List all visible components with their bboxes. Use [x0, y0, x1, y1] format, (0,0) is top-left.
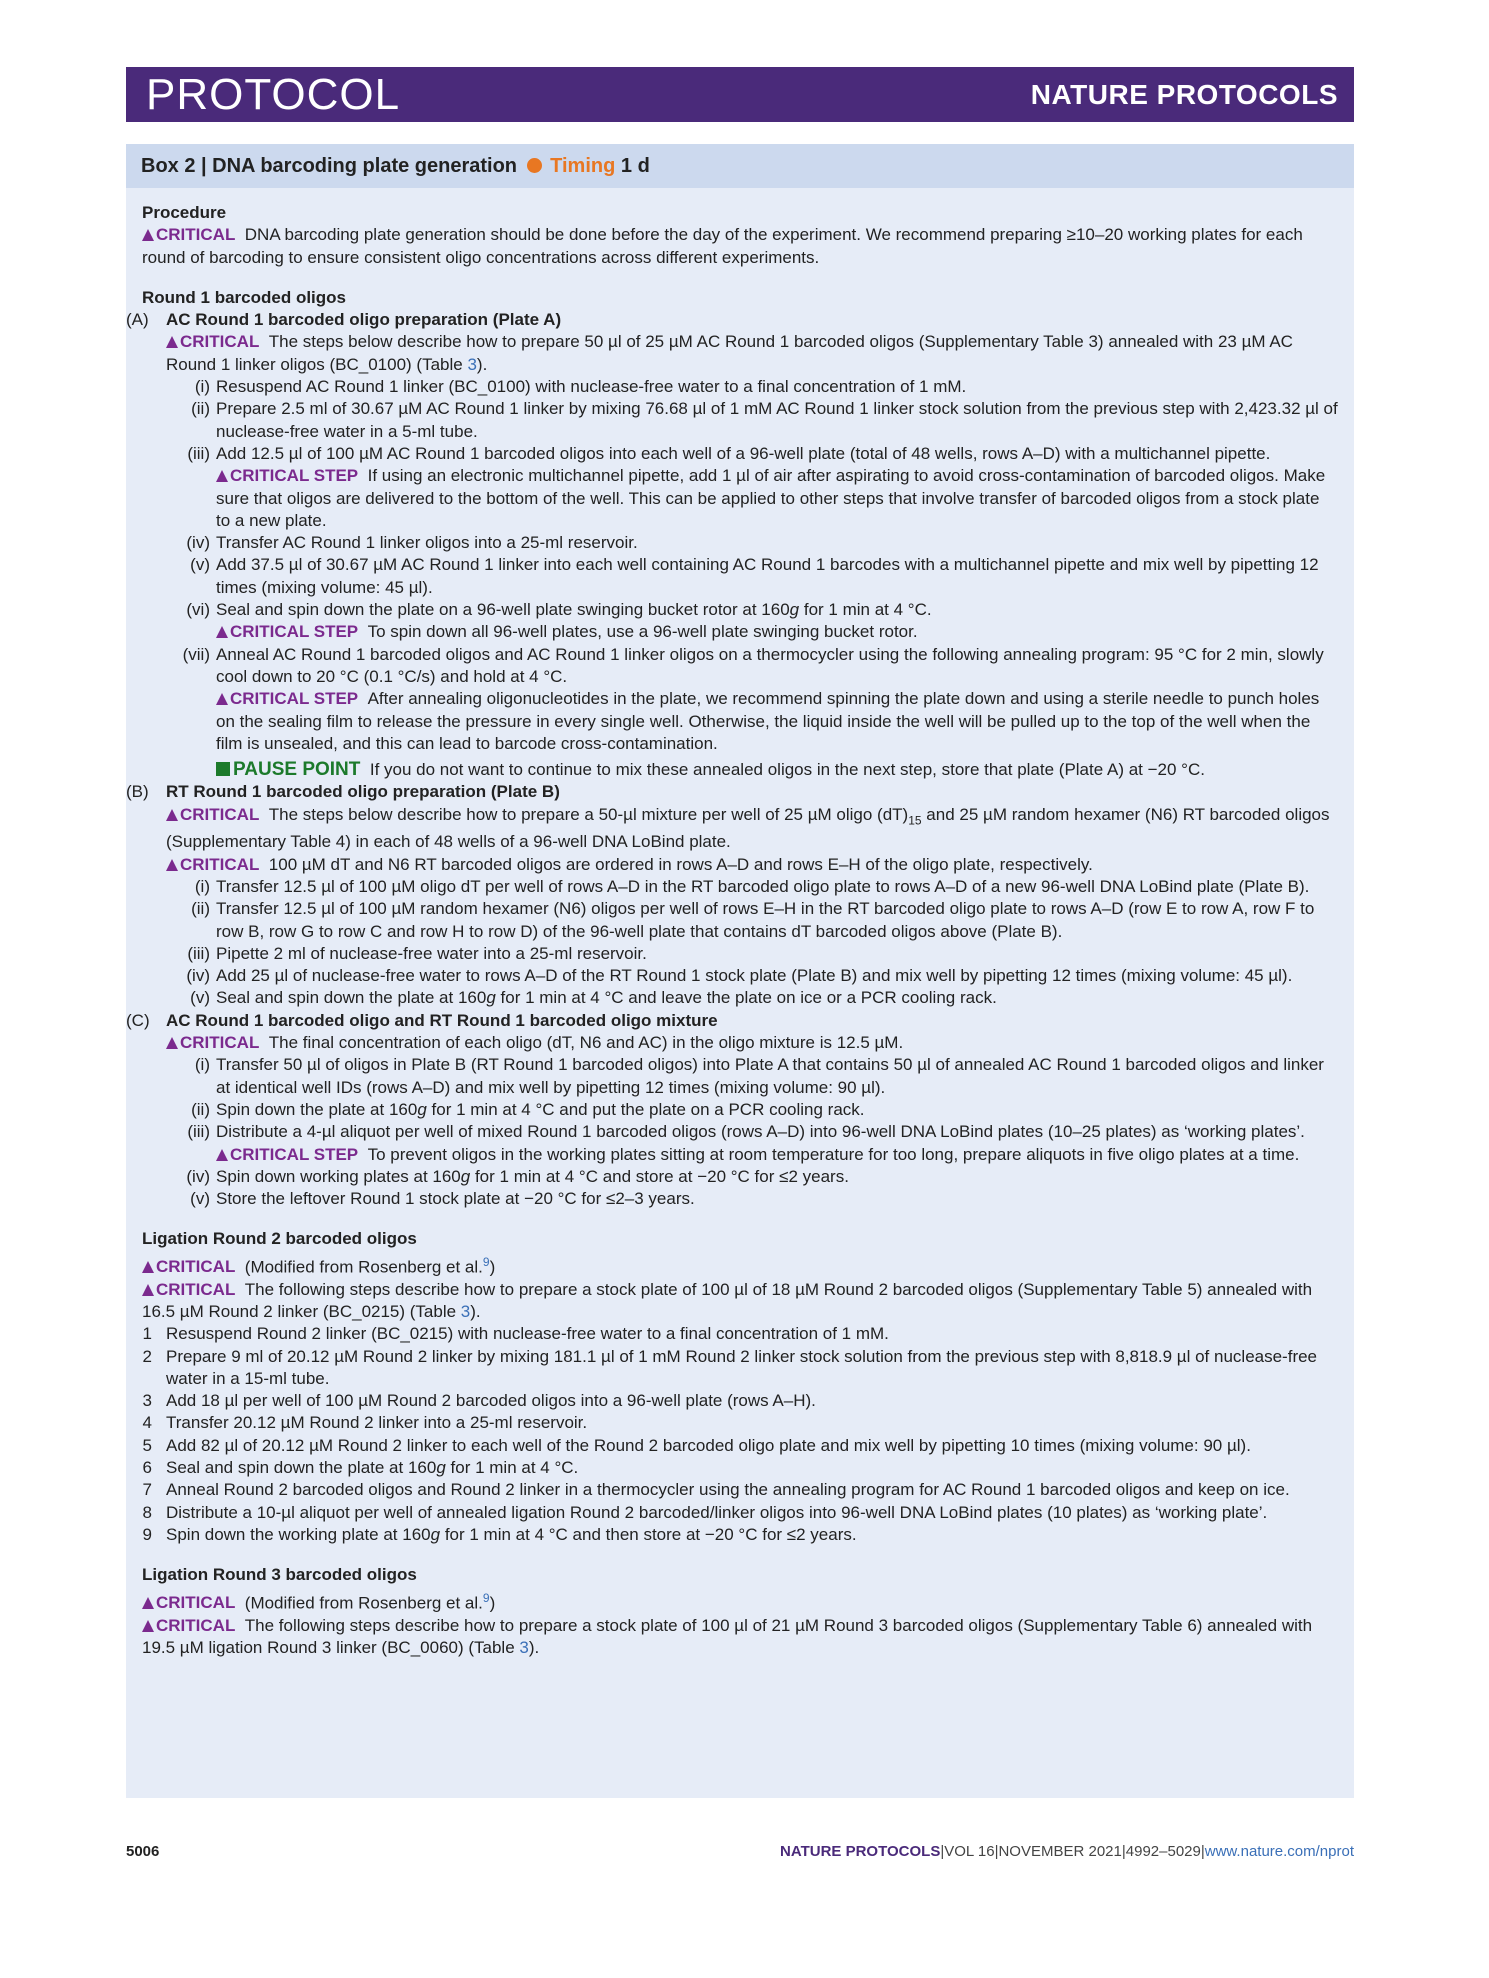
list-item: (iii) Pipette 2 ml of nuclease-free water into a 25-ml reservoir. [187, 943, 647, 963]
procedure-heading: Procedure [142, 203, 227, 222]
list-item: (iv) Transfer AC Round 1 linker oligos into a 25-ml reservoir. [186, 533, 638, 553]
box-title: Box 2 | DNA barcoding plate generation Timing 1 d [141, 155, 650, 177]
round1-heading: Round 1 barcoded oligos [142, 287, 347, 307]
list-item: 4 Transfer 20.12 µM Round 2 linker into a 25-ml reservoir. [142, 1413, 588, 1433]
list-item: (iv) Add 25 µl of nuclease-free water to rows A–D of the RT Round 1 stock plate (Plate B) and mix well by pipetting 12 times (mixing volume: 45 µl). [186, 966, 1293, 986]
box-2 [126, 144, 1354, 1798]
critical-note: CRITICAL 100 µM dT and N6 RT barcoded oligos are ordered in rows A–D and rows E–H of the oligo plate, respectively. [126, 854, 1354, 876]
list-item: (i) Transfer 50 µl of oligos in Plate B (RT Round 1 barcoded oligos) into Plate A that contains 50 µl of annealed AC Round 1 barcoded oligos and linker at identical well IDs (rows A–D) and mix well by pipetting 12 times (mixing volume: 90 µl). [194, 1055, 1324, 1097]
list-item: (v) Seal and spin down the plate at 160g for 1 min at 4 °C and leave the plate on ice or a PCR cooling rack. [190, 988, 997, 1008]
warning-triangle-icon [166, 809, 178, 821]
list-item: (iv) Spin down working plates at 160g for 1 min at 4 °C and store at −20 °C for ≤2 years. [186, 1166, 849, 1186]
critical-note: CRITICAL The following steps describe how to prepare a stock plate of 100 µl of 21 µM Round 3 barcoded oligos (Supplementary Table 6) annealed with 19.5 µM ligation Round 3 linker (BC_0060) (Table 3). [142, 1615, 1313, 1657]
timing-label: Timing [550, 155, 616, 177]
box-content [126, 202, 1354, 1659]
warning-triangle-icon [142, 229, 154, 241]
section-label: PROTOCOL [146, 70, 401, 119]
timing-value: 1 d [620, 155, 650, 177]
list-item: (v) Add 37.5 µl of 30.67 µM AC Round 1 linker into each well containing AC Round 1 barcodes with a multichannel pipette and mix well by pipetting 12 times (mixing volume: 45 µl). [190, 555, 1319, 597]
warning-triangle-icon [142, 1261, 154, 1273]
section-c: (C) AC Round 1 barcoded oligo and RT Round 1 barcoded oligo mixture [126, 1010, 718, 1030]
list-item: (vi) Seal and spin down the plate on a 96-well plate swinging bucket rotor at 160g for 1 min at 4 °C. [186, 600, 932, 620]
critical-note: CRITICAL The final concentration of each oligo (dT, N6 and AC) in the oligo mixture is 12.5 µM. [126, 1032, 1354, 1054]
critical-step-note: CRITICAL STEP If using an electronic multichannel pipette, add 1 µl of air after aspirating to avoid cross-contamination of barcoded oligos. Make sure that oligos are delivered to the bottom of the well. This can be applied to other steps that involve transfer of barcoded oligos from a stock plate to a new plate. [216, 466, 1326, 530]
box-header [126, 144, 1354, 188]
header-banner [126, 67, 1354, 122]
critical-note: CRITICAL DNA barcoding plate generation should be done before the day of the experiment. We recommend preparing ≥10–20 working plates for each round of barcoding to ensure consistent oligo concentrations across different experiments. [142, 225, 1303, 267]
list-item: 1 Resuspend Round 2 linker (BC_0215) with nuclease-free water to a final concentration of 1 mM. [142, 1324, 889, 1344]
pause-point-note: PAUSE POINT If you do not want to continue to mix these annealed oligos in the next step, store that plate (Plate A) at −20 °C. [126, 759, 1354, 781]
list-item: (ii) Transfer 12.5 µl of 100 µM random hexamer (N6) oligos per well of rows E–H in the RT barcoded oligo plate to rows A–D (row E to row A, row F to row B, row G to row C and row H to row D) of the 96-well plate that contains dT barcoded oligos above (Plate B). [191, 899, 1315, 941]
round2-heading: Ligation Round 2 barcoded oligos [142, 1229, 417, 1249]
critical-note: CRITICAL (Modified from Rosenberg et al.$^9$) [126, 1587, 1354, 1615]
warning-triangle-icon [142, 1284, 154, 1296]
timing-dot-icon [527, 158, 542, 173]
list-item: 6 Seal and spin down the plate at 160g for 1 min at 4 °C. [142, 1458, 579, 1478]
critical-note: CRITICAL The steps below describe how to prepare a 50-µl mixture per well of 25 µM oligo $(dT)_{15}$ and 25 µM random hexamer (N6) RT barcoded oligos (Supplementary Table 4) in each of 48 wells of a 96-well DNA LoBind plate. [166, 804, 1330, 852]
warning-triangle-icon [216, 470, 228, 482]
list-item: (vii) Anneal AC Round 1 barcoded oligos and AC Round 1 linker oligos on a thermocycler using the following annealing program: 95 °C for 2 min, slowly cool down to 20 °C (0.1 °C/s) and hold at 4 °C. [182, 644, 1324, 686]
critical-note: CRITICAL (Modified from Rosenberg et al.$^9$) [126, 1251, 1354, 1279]
list-item: (iii) Add 12.5 µl of 100 µM AC Round 1 barcoded oligos into each well of a 96-well plate (total of 48 wells, rows A–D) with a multichannel pipette. [187, 443, 1271, 463]
list-item: 2 Prepare 9 ml of 20.12 µM Round 2 linker by mixing 181.1 µl of 1 mM Round 2 linker stock solution from the previous step with 8,818.9 µl of nuclease-free water in a 15-ml tube. [142, 1346, 1318, 1388]
list-item: 7 Anneal Round 2 barcoded oligos and Round 2 linker in a thermocycler using the annealing program for AC Round 1 barcoded oligos and keep on ice. [142, 1480, 1290, 1500]
section-a: (A) AC Round 1 barcoded oligo preparation (Plate A) [126, 310, 562, 330]
warning-triangle-icon [166, 859, 178, 871]
list-item: (ii) Prepare 2.5 ml of 30.67 µM AC Round 1 linker by mixing 76.68 µl of 1 mM AC Round 1 linker stock solution from the previous step with 2,423.32 µl of nuclease-free water in a 5-ml tube. [191, 399, 1338, 441]
journal-link[interactable]: www.nature.com/nprot [1204, 1843, 1354, 1860]
warning-triangle-icon [216, 693, 228, 705]
list-item: (i) Transfer 12.5 µl of 100 µM oligo dT per well of rows A–D in the RT barcoded oligo plate to rows A–D of a new 96-well DNA LoBind plate (Plate B). [194, 877, 1310, 896]
critical-step-note: CRITICAL STEP To prevent oligos in the working plates sitting at room temperature for too long, prepare aliquots in five oligo plates at a time. [126, 1144, 1354, 1166]
list-item: 5 Add 82 µl of 20.12 µM Round 2 linker to each well of the Round 2 barcoded oligo plate and mix well by pipetting 10 times (mixing volume: 90 µl). [142, 1435, 1251, 1455]
footer-citation: NATURE PROTOCOLS|VOL 16|NOVEMBER 2021|4992–5029|www.nature.com/nprot [780, 1843, 1354, 1860]
list-item: (v) Store the leftover Round 1 stock plate at −20 °C for ≤2–3 years. [190, 1189, 695, 1209]
list-item: (i) Resuspend AC Round 1 linker (BC_0100) with nuclease-free water to a final concentration of 1 mM. [194, 377, 967, 397]
critical-step-note: CRITICAL STEP After annealing oligonucleotides in the plate, we recommend spinning the plate down and using a sterile needle to punch holes on the sealing film to release the pressure in every single well. Otherwise, the liquid inside the well will be pulled up to the top of the well when the film is unsealed, and this can lead to barcode cross-contamination. [216, 689, 1320, 753]
warning-triangle-icon [216, 1149, 228, 1161]
critical-step-note: CRITICAL STEP To spin down all 96-well plates, use a 96-well plate swinging bucket rotor. [126, 621, 1354, 643]
page-number: 5006 [126, 1843, 160, 1860]
pause-square-icon [216, 762, 230, 776]
warning-triangle-icon [166, 1037, 178, 1049]
warning-triangle-icon [166, 336, 178, 348]
list-item: 8 Distribute a 10-µl aliquot per well of annealed ligation Round 2 barcoded/linker oligos into 96-well DNA LoBind plates (10 plates) as ‘working plate’. [142, 1502, 1268, 1522]
list-item: (iii) Distribute a 4-µl aliquot per well of mixed Round 1 barcoded oligos (rows A–D) into 96-well DNA LoBind plates (10–25 plates) as ‘working plates’. [187, 1122, 1305, 1142]
section-b: (B) RT Round 1 barcoded oligo preparation (Plate B) [126, 782, 560, 802]
round3-heading: Ligation Round 3 barcoded oligos [142, 1565, 417, 1585]
warning-triangle-icon [142, 1620, 154, 1632]
list-item: 9 Spin down the working plate at 160g for 1 min at 4 °C and then store at −20 °C for ≤2 years. [142, 1524, 857, 1544]
list-item: 3 Add 18 µl per well of 100 µM Round 2 barcoded oligos into a 96-well plate (rows A–H). [142, 1391, 816, 1411]
warning-triangle-icon [142, 1597, 154, 1609]
critical-note: CRITICAL The steps below describe how to prepare 50 µl of 25 µM AC Round 1 barcoded oligos (Supplementary Table 3) annealed with 23 µM AC Round 1 linker oligos (BC_0100) (Table 3). [166, 332, 1293, 374]
journal-name: NATURE PROTOCOLS [1030, 79, 1338, 110]
critical-note: CRITICAL The following steps describe how to prepare a stock plate of 100 µl of 18 µM Round 2 barcoded oligos (Supplementary Table 5) annealed with 16.5 µM Round 2 linker (BC_0215) (Table 3). [142, 1279, 1313, 1321]
list-item: (ii) Spin down the plate at 160g for 1 min at 4 °C and put the plate on a PCR cooling rack. [191, 1099, 865, 1119]
warning-triangle-icon [216, 626, 228, 638]
